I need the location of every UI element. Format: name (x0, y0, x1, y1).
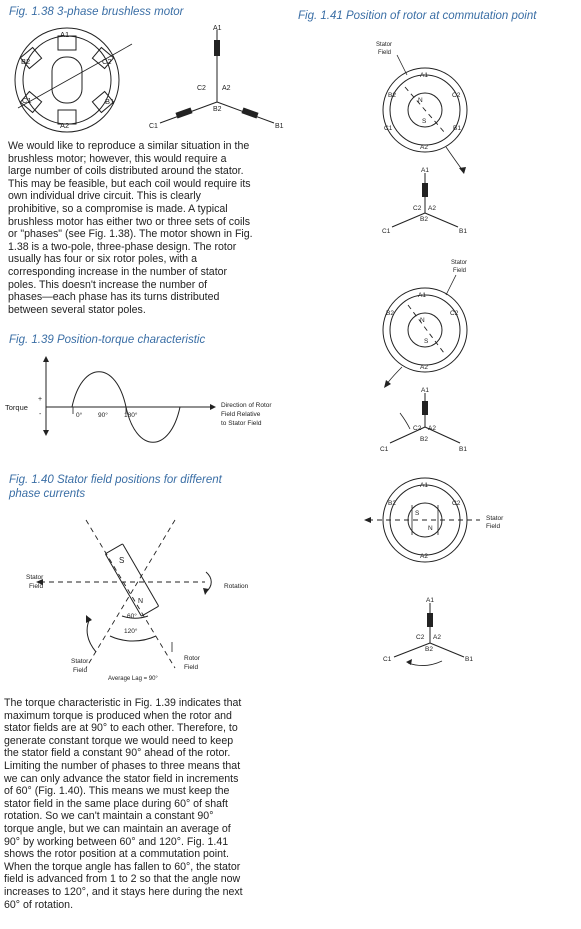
m2-n-label: N (420, 317, 425, 324)
s3-a2: A2 (433, 634, 441, 641)
m1-b1: B1 (453, 125, 461, 132)
label-a1: A1 (60, 30, 70, 39)
s3-c2: C2 (416, 634, 425, 641)
m1-b2: B2 (388, 92, 396, 99)
direction-label-3: to Stator Field (221, 420, 262, 427)
stator-field-top-2: Field (29, 583, 44, 590)
star-label-a2: A2 (222, 85, 231, 92)
s2-c2: C2 (413, 425, 422, 432)
star-label-c1: C1 (149, 123, 158, 130)
stator-inner-ring (23, 36, 111, 124)
s3-a1: A1 (426, 597, 434, 604)
m1-a2: A2 (420, 144, 428, 151)
m3-n-label: N (428, 525, 433, 532)
m2-a2: A2 (420, 364, 428, 371)
fig-1-40-caption-line1: Fig. 1.40 Stator field positions for different (9, 474, 222, 486)
s3-b2: B2 (425, 646, 433, 653)
star-label-c2: C2 (197, 85, 206, 92)
s3-b1: B1 (465, 656, 473, 663)
body-paragraph-2: The torque characteristic in Fig. 1.39 indicates that maximum torque is produced when the rotor and stator fields are at 90° to each other. Therefore, to generate constant torque we would need to keep the stator field a constant 90° ahead of the rotor. Limiting the number of phases to three means that we can only advance the stator field in increments of 60° (Fig. 1.40). This means we must keep the stator field in the same place during 60° of shaft rotation. So we can't maintain a constant 90° torque angle, but we can maintain an average of 90° by working between 60° and 120°. Fig. 1.41 shows the rotor position at a commutation point. When the torque angle has fallen to 60°, the stator field is advanced from 1 to 2 so that the angle now increases to 120°, and it stays here during the next 60° of rotation. (4, 697, 243, 911)
tick-180: 180° (124, 412, 138, 419)
s1-a2: A2 (428, 205, 436, 212)
tick-0: 0° (76, 412, 83, 419)
star-label-a1: A1 (213, 25, 222, 32)
fig-1-41-caption: Fig. 1.41 Position of rotor at commutation point (298, 10, 537, 22)
s2-b1: B1 (459, 446, 467, 453)
m3-a2: A2 (420, 553, 428, 560)
angle-60: 60° (127, 613, 137, 620)
s1-a1: A1 (421, 167, 429, 174)
position-torque-chart (0, 350, 290, 440)
label-c1: C1 (22, 96, 32, 105)
plus-sign: + (38, 396, 43, 403)
s2-a2: A2 (428, 425, 436, 432)
m3-a1: A1 (420, 482, 428, 489)
s2-b2: B2 (420, 436, 428, 443)
commutation-motor-3 (360, 475, 520, 575)
m3-b2: B2 (388, 500, 396, 507)
direction-label-1: Direction of Rotor (221, 402, 272, 409)
stator-poles (20, 36, 113, 124)
label-b2: B2 (21, 57, 31, 66)
star-connection-diagram (140, 20, 290, 140)
label-b1: B1 (105, 97, 115, 106)
m2-stator-field-1: Stator (451, 260, 468, 266)
m2-stator-field-2: Field (453, 268, 467, 274)
m1-stator-field-1: Stator (376, 42, 393, 48)
m1-stator-field-2: Field (378, 50, 392, 56)
stator-field-bottom-1: Stator (71, 658, 89, 665)
fig-1-40-caption (9, 473, 222, 501)
commutation-star-3 (380, 595, 490, 670)
stator-field-top-1: Stator (26, 574, 44, 581)
stator-field-positions-diagram (0, 500, 290, 690)
m1-a1: A1 (420, 72, 428, 79)
three-phase-motor-diagram (0, 0, 150, 140)
s1-b1: B1 (459, 228, 467, 235)
fig-1-38-caption: Fig. 1.38 3-phase brushless motor (9, 6, 184, 18)
fig-1-40-caption-line2: phase currents (9, 488, 86, 500)
commutation-star-2 (380, 385, 480, 460)
star-label-b2: B2 (213, 106, 222, 113)
m1-c1: C1 (384, 125, 393, 132)
commutation-star-1 (380, 165, 480, 240)
m1-c2: C2 (452, 92, 461, 99)
direction-label-2: Field Relative (221, 411, 261, 418)
m1-s-label: S (422, 118, 427, 125)
rotor-s-label: S (119, 556, 125, 565)
star-label-b1: B1 (275, 123, 284, 130)
s1-c2: C2 (413, 205, 422, 212)
m2-c2: C2 (450, 310, 459, 317)
rotor (52, 57, 82, 103)
minus-sign: - (39, 411, 42, 418)
commutation-motor-2 (360, 255, 490, 390)
s1-b2: B2 (420, 216, 428, 223)
torque-axis-label: Torque (5, 403, 28, 412)
s3-c1: C1 (383, 656, 392, 663)
rotor-field-2: Field (184, 664, 199, 671)
m3-stator-field-2: Field (486, 523, 501, 530)
m1-n-label: N (418, 97, 423, 104)
commutation-motor-1 (360, 35, 490, 160)
m2-a1: A1 (418, 292, 426, 299)
m2-b2: B2 (386, 310, 394, 317)
average-lag-label: Average Lag = 90° (108, 676, 158, 682)
angle-120: 120° (124, 628, 138, 635)
m2-s-label: S (424, 338, 429, 345)
body-paragraph-1: We would like to reproduce a similar situation in the brushless motor; however, this would require a large number of coils distributed around the stator. This may be feasible, but each coil would require its own individual drive circuit. This is clearly prohibitive, so a compromise is made. A typical brushless motor has either two or three sets of coils or "phases" (see Fig. 1.38). The motor shown in Fig. 1.38 is a two-pole, three-phase design. The rotor usually has four or six rotor poles, with a corresponding increase in the number of stator poles. This doesn't increase the number of phases—each phase has its turns distributed between several stator poles. (8, 140, 253, 316)
rotor-magnet (105, 544, 158, 616)
tick-90: 90° (98, 412, 108, 419)
rotation-label: Rotation (224, 583, 249, 590)
label-a2: A2 (60, 121, 70, 130)
stator-field-bottom-2: Field (73, 667, 88, 674)
s1-c1: C1 (382, 228, 391, 235)
m3-c2: C2 (452, 500, 461, 507)
m3-stator-field-1: Stator (486, 515, 504, 522)
s2-a1: A1 (421, 387, 429, 394)
fig-1-39-caption: Fig. 1.39 Position-torque characteristic (9, 334, 206, 346)
stator-outer-ring (15, 28, 119, 132)
m3-s-label: S (415, 510, 420, 517)
label-c2: C2 (102, 57, 112, 66)
s2-c1: C1 (380, 446, 389, 453)
rotor-field-1: Rotor (184, 655, 200, 662)
rotor-n-label: N (138, 598, 144, 605)
